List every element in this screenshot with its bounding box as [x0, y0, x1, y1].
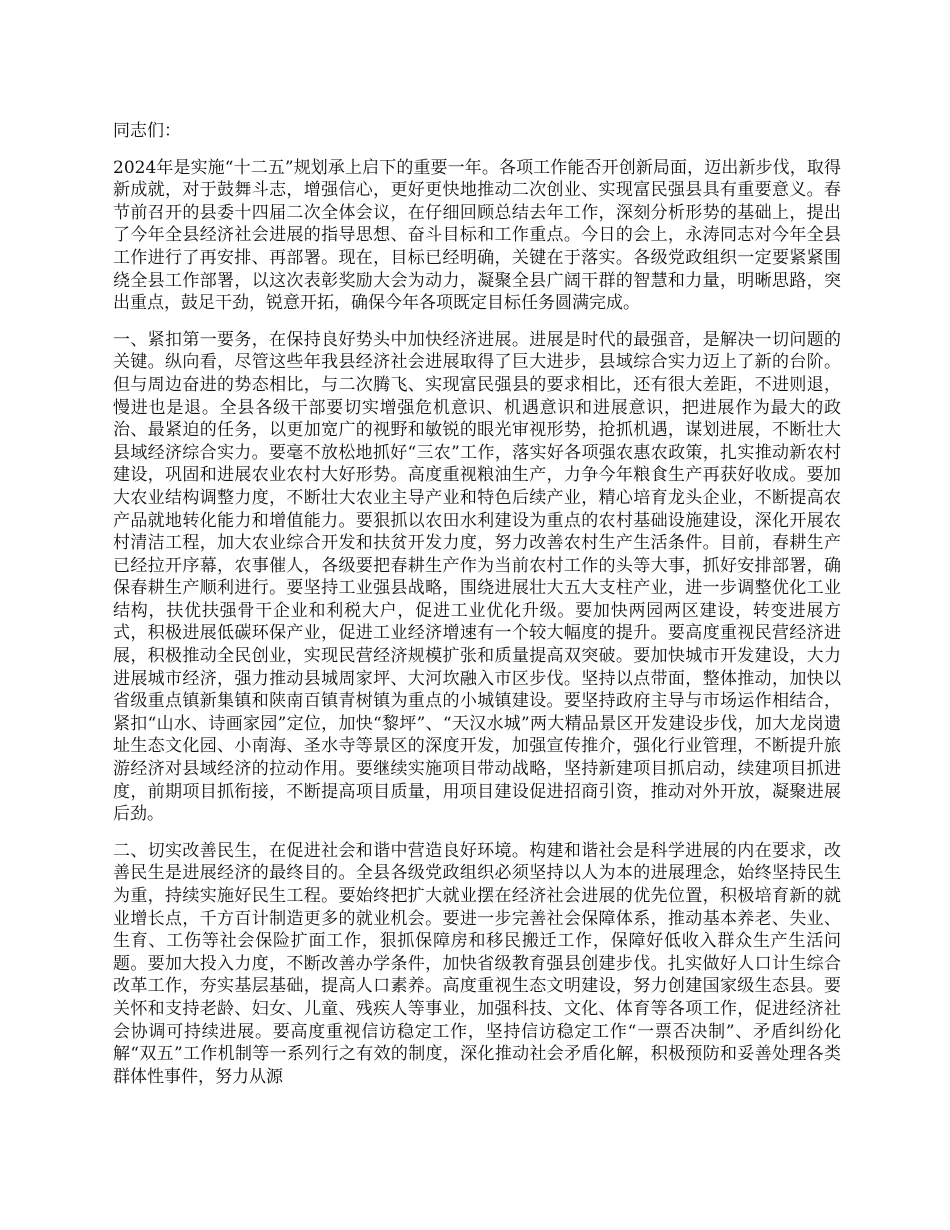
paragraph-intro: 2024年是实施“十二五”规划承上启下的重要一年。各项工作能否开创新局面，迈出新步伐，取得新成就，对于鼓舞斗志，增强信心，更好更快地推动二次创业、实现富民强县具有重要意义。春节前召开的县委十四届二次全体会议，在仔细回顾总结去年工作，深刻分析形势的基础上，提出了今年全县经济社会进展的指导思想、奋斗目标和工作重点。今日的会上，永涛同志对今年全县工作进行了再安排、再部署。现在，目标已经明确，关键在于落实。各级党政组织一定要紧紧围绕全县工作部署，以这次表彰奖励大会为动力，凝聚全县广阔干群的智慧和力量，明晰思路，突出重点，鼓足干劲，锐意开拓，确保今年各项既定目标任务圆满完成。	[113, 157, 841, 314]
salutation: 同志们：	[113, 121, 181, 141]
paragraph-economy: 一、紧扣第一要务，在保持良好势头中加快经济进展。进展是时代的最强音，是解决一切问题的关键。纵向看，尽管这些年我县经济社会进展取得了巨大进步，县域综合实力迈上了新的台阶。但与周边奋进的势态相比，与二次腾飞、实现富民强县的要求相比，还有很大差距，不进则退，慢进也是退。全县各级干部要切实增强危机意识、机遇意识和进展意识，把进展作为最大的政治、最紧迫的任务，以更加宽广的视野和敏锐的眼光审视形势，抢抓机遇，谋划进展，不断壮大县域经济综合实力。要毫不放松地抓好“三农”工作，落实好各项强农惠农政策，扎实推动新农村建设，巩固和进展农业农村大好形势。高度重视粮油生产，力争今年粮食生产再获好收成。要加大农业结构调整力度，不断壮大农业主导产业和特色后续产业，精心培育龙头企业，不断提高农产品就地转化能力和增值能力。要狠抓以农田水利建设为重点的农村基础设施建设，深化开展农村清洁工程，加大农业综合开发和扶贫开发力度，努力改善农村生产生活条件。目前，春耕生产已经拉开序幕，农事催人，各级要把春耕生产作为当前农村工作的头等大事，抓好安排部署，确保春耕生产顺利进行。要坚持工业强县战略，围绕进展壮大五大支柱产业，进一步调整优化工业结构，扶优扶强骨干企业和利税大户，促进工业优化升级。要加快两园两区建设，转变进展方式，积极进展低碳环保产业，促进工业经济增速有一个较大幅度的提升。要高度重视民营经济进展，积极推动全民创业，实现民营经济规模扩张和质量提高双突破。要加快城市开发建设，大力进展城市经济，强力推动县城周家坪、大河坎融入市区步伐。坚持以点带面，整体推动，加快以省级重点镇新集镇和陕南百镇青树镇为重点的小城镇建设。要坚持政府主导与市场运作相结合，紧扣“山水、诗画家园”定位，加快“黎坪”、“天汉水城”两大精品景区开发建设步伐，加大龙岗遗址生态文化园、小南海、圣水寺等景区的深度开发，加强宣传推介，强化行业管理，不断提升旅游经济对县域经济的拉动作用。要继续实施项目带动战略，坚持新建项目抓启动，续建项目抓进度，前期项目抓衔接，不断提高项目质量，用项目建设促进招商引资，推动对外开放，凝聚进展后劲。	[113, 329, 841, 825]
document-page	[113, 120, 841, 1102]
paragraph-livelihood: 二、切实改善民生，在促进社会和谐中营造良好环境。构建和谐社会是科学进展的内在要求，改善民生是进展经济的最终目的。全县各级党政组织必须坚持以人为本的进展理念，始终坚持民生为重，持续实施好民生工程。要始终把扩大就业摆在经济社会进展的优先位置，积极培育新的就业增长点，千方百计制造更多的就业机会。要进一步完善社会保障体系，推动基本养老、失业、生育、工伤等社会保险扩面工作，狠抓保障房和移民搬迁工作，保障好低收入群众生产生活问题。要加大投入力度，不断改善办学条件，加快省级教育强县创建步伐。扎实做好人口计生综合改革工作，夯实基层基础，提高人口素养。高度重视生态文明建设，努力创建国家级生态县。要关怀和支持老龄、妇女、儿童、残疾人等事业，加强科技、文化、体育等各项工作，促进经济社会协调可持续进展。要高度重视信访稳定工作，坚持信访稳定工作“一票否决制”、矛盾纠纷化解“双五”工作机制等一系列行之有效的制度，深化推动社会矛盾化解，积极预防和妥善处理各类群体性事件，努力从源	[113, 840, 841, 1087]
